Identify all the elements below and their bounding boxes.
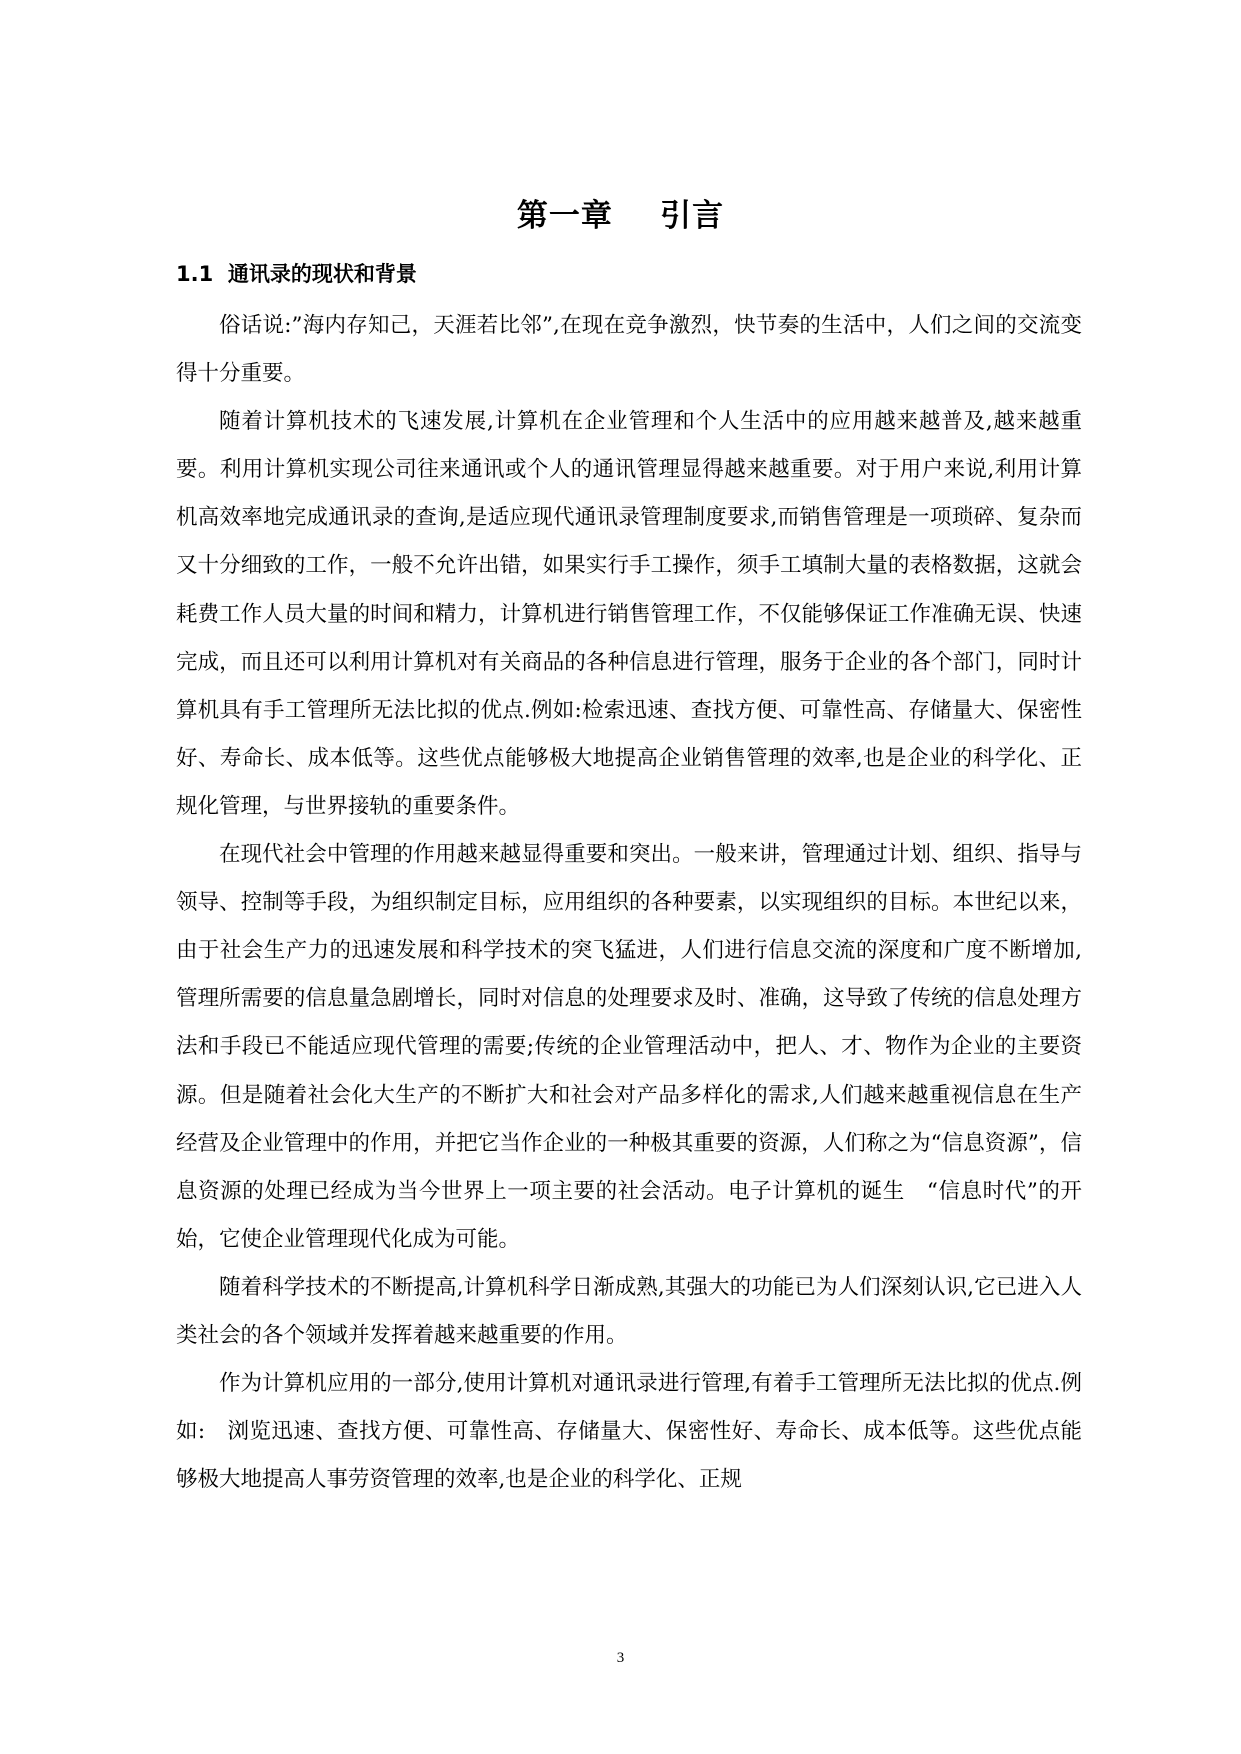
- paragraph: 随着计算机技术的飞速发展,计算机在企业管理和个人生活中的应用越来越普及,越来越重要。利用计算机实现公司往来通讯或个人的通讯管理显得越来越重要。对于用户来说,利用计算机高效率地完成通讯录的查询,是适应现代通讯录管理制度要求,而销售管理是一项琐碎、复杂而又十分细致的工作，一般不允许出错，如果实行手工操作，须手工填制大量的表格数据，这就会耗费工作人员大量的时间和精力，计算机进行销售管理工作，不仅能够保证工作准确无误、快速完成，而且还可以利用计算机对有关商品的各种信息进行管理，服务于企业的各个部门，同时计算机具有手工管理所无法比拟的优点.例如:检索迅速、查找方便、可靠性高、存储量大、保密性好、寿命长、成本低等。这些优点能够极大地提高企业销售管理的效率,也是企业的科学化、正规化管理，与世界接轨的重要条件。: [176, 409, 1082, 819]
- paragraph: 作为计算机应用的一部分,使用计算机对通讯录进行管理,有着手工管理所无法比拟的优点.例如: 浏览迅速、查找方便、可靠性高、存储量大、保密性好、寿命长、成本低等。这些优点能够极大地提高人事劳资管理的效率,也是企业的科学化、正规: [176, 1371, 1082, 1493]
- paragraph: 随着科学技术的不断提高,计算机科学日渐成熟,其强大的功能已为人们深刻认识,它已进入人类社会的各个领域并发挥着越来越重要的作用。: [176, 1274, 1082, 1348]
- paragraph: 在现代社会中管理的作用越来越显得重要和突出。一般来讲，管理通过计划、组织、指导与领导、控制等手段，为组织制定目标，应用组织的各种要素，以实现组织的目标。本世纪以来，由于社会生产力的迅速发展和科学技术的突飞猛进，人们进行信息交流的深度和广度不断增加,管理所需要的信息量急剧增长，同时对信息的处理要求及时、准确，这导致了传统的信息处理方法和手段已不能适应现代管理的需要;传统的企业管理活动中，把人、才、物作为企业的主要资源。但是随着社会化大生产的不断扩大和社会对产品多样化的需求,人们越来越重视信息在生产经营及企业管理中的作用，并把它当作企业的一种极其重要的资源，人们称之为“信息资源”，信息资源的处理已经成为当今世界上一项主要的社会活动。电子计算机的诞生 “信息时代”的开始，它使企业管理现代化成为可能。: [176, 842, 1082, 1252]
- paragraph: 俗话说:”海内存知己，天涯若比邻”,在现在竞争激烈，快节奏的生活中，人们之间的交流变得十分重要。: [176, 313, 1082, 387]
- section-heading: 1.1 通讯录的现状和背景: [176, 262, 417, 286]
- body-text: [176, 302, 1082, 1504]
- chapter-title: 第一章 引言: [516, 198, 725, 234]
- page-number: 3: [616, 1650, 625, 1666]
